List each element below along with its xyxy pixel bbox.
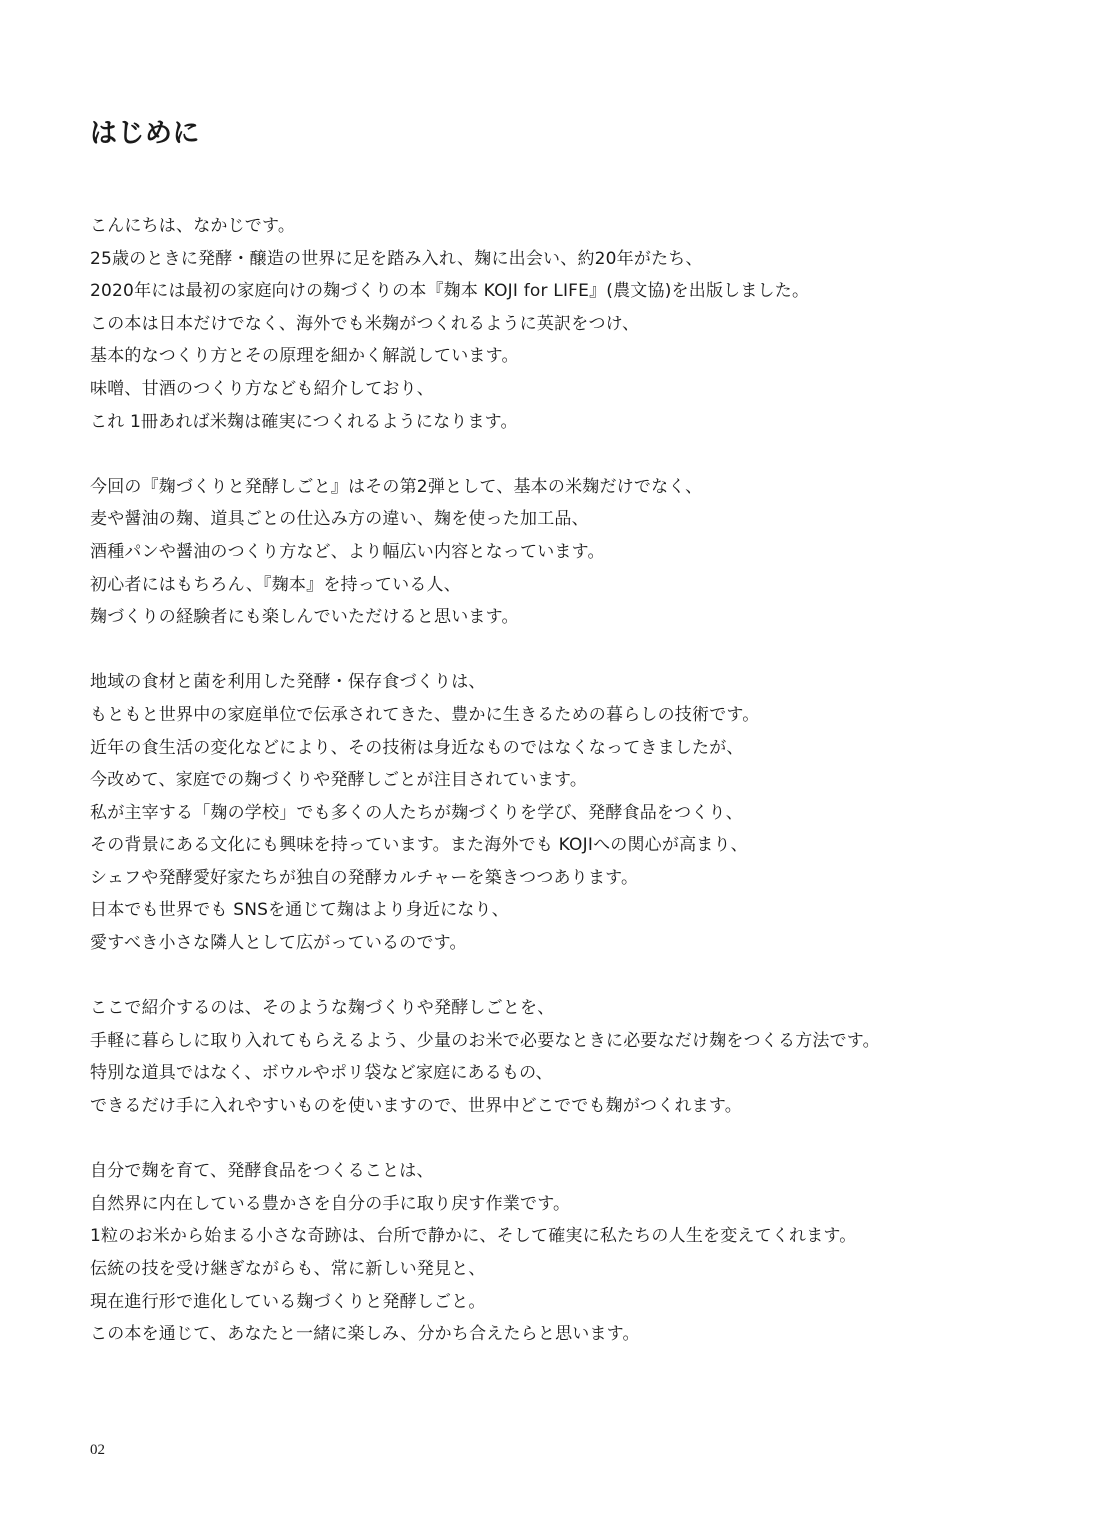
text-line: その背景にある文化にも興味を持っています。また海外でも KOJIへの関心が高まり、 <box>90 835 748 856</box>
paragraph <box>90 471 1080 634</box>
text-line: 自然界に内在している豊かさを自分の手に取り戻す作業です。 <box>90 1193 571 1214</box>
page-number: 02 <box>90 1442 105 1458</box>
paragraph <box>90 210 1080 438</box>
text-line: 味噌、甘酒のつくり方なども紹介しており、 <box>90 378 434 399</box>
text-line: 私が主宰する「麹の学校」でも多くの人たちが麹づくりを学び、発酵食品をつくり、 <box>90 802 743 823</box>
text-line: 近年の食生活の変化などにより、その技術は身近なものではなくなってきましたが、 <box>90 737 744 758</box>
text-line: この本を通じて、あなたと一緒に楽しみ、分かち合えたらと思います。 <box>90 1324 640 1345</box>
text-line: 地域の食材と菌を利用した発酵・保存食づくりは、 <box>90 672 486 693</box>
text-line: 現在進行形で進化している麹づくりと発酵しごと。 <box>90 1291 486 1312</box>
text-line: 2020年には最初の家庭向けの麹づくりの本『麹本 KOJI for LIFE』(農文協)を出版しました。 <box>90 281 810 302</box>
text-line: 日本でも世界でも SNSを通じて麹はより身近になり、 <box>90 900 509 921</box>
text-line: 今改めて、家庭での麹づくりや発酵しごとが注目されています。 <box>90 770 588 791</box>
text-line: できるだけ手に入れやすいものを使いますので、世界中どこででも麹がつくれます。 <box>90 1096 742 1117</box>
text-line: この本は日本だけでなく、海外でも米麹がつくれるように英訳をつけ、 <box>90 313 640 334</box>
paragraph <box>90 992 1080 1122</box>
page-title: はじめに <box>90 118 200 149</box>
text-line: 25歳のときに発酵・醸造の世界に足を踏み入れ、麹に出会い、約20年がたち、 <box>90 248 703 269</box>
text-line: 麦や醤油の麹、道具ごとの仕込み方の違い、麹を使った加工品、 <box>90 509 589 530</box>
text-line: 特別な道具ではなく、ボウルやポリ袋など家庭にあるもの、 <box>90 1063 553 1084</box>
text-line: 手軽に暮らしに取り入れてもらえるよう、少量のお米で必要なときに必要なだけ麹をつくる方法です。 <box>90 1030 880 1051</box>
text-line: 酒種パンや醤油のつくり方など、より幅広い内容となっています。 <box>90 541 605 562</box>
text-line: 自分で麹を育て、発酵食品をつくることは、 <box>90 1161 434 1182</box>
paragraph <box>90 666 1080 959</box>
text-line: 基本的なつくり方とその原理を細かく解説しています。 <box>90 346 519 367</box>
paragraph <box>90 1155 1080 1351</box>
text-line: 今回の『麹づくりと発酵しごと』はその第2弾として、基本の米麹だけでなく、 <box>90 476 703 497</box>
text-line: 初心者にはもちろん、『麹本』を持っている人、 <box>90 574 461 595</box>
text-line: 麹づくりの経験者にも楽しんでいただけると思います。 <box>90 607 519 628</box>
text-line: 伝統の技を受け継ぎながらも、常に新しい発見と、 <box>90 1259 486 1279</box>
text-line: 愛すべき小さな隣人として広がっているのです。 <box>90 933 467 954</box>
text-line: もともと世界中の家庭単位で伝承されてきた、豊かに生きるための暮らしの技術です。 <box>90 704 760 725</box>
text-line: これ 1冊あれば米麹は確実につくれるようになります。 <box>90 411 518 432</box>
text-line: こんにちは、なかじです。 <box>90 216 296 236</box>
text-line: 1粒のお米から始まる小さな奇跡は、台所で静かに、そして確実に私たちの人生を変えてくれます。 <box>90 1226 857 1247</box>
text-line: ここで紹介するのは、そのような麹づくりや発酵しごとを、 <box>90 998 555 1019</box>
text-line: シェフや発酵愛好家たちが独自の発酵カルチャーを築きつつあります。 <box>90 867 639 888</box>
body-text <box>90 210 1080 1383</box>
